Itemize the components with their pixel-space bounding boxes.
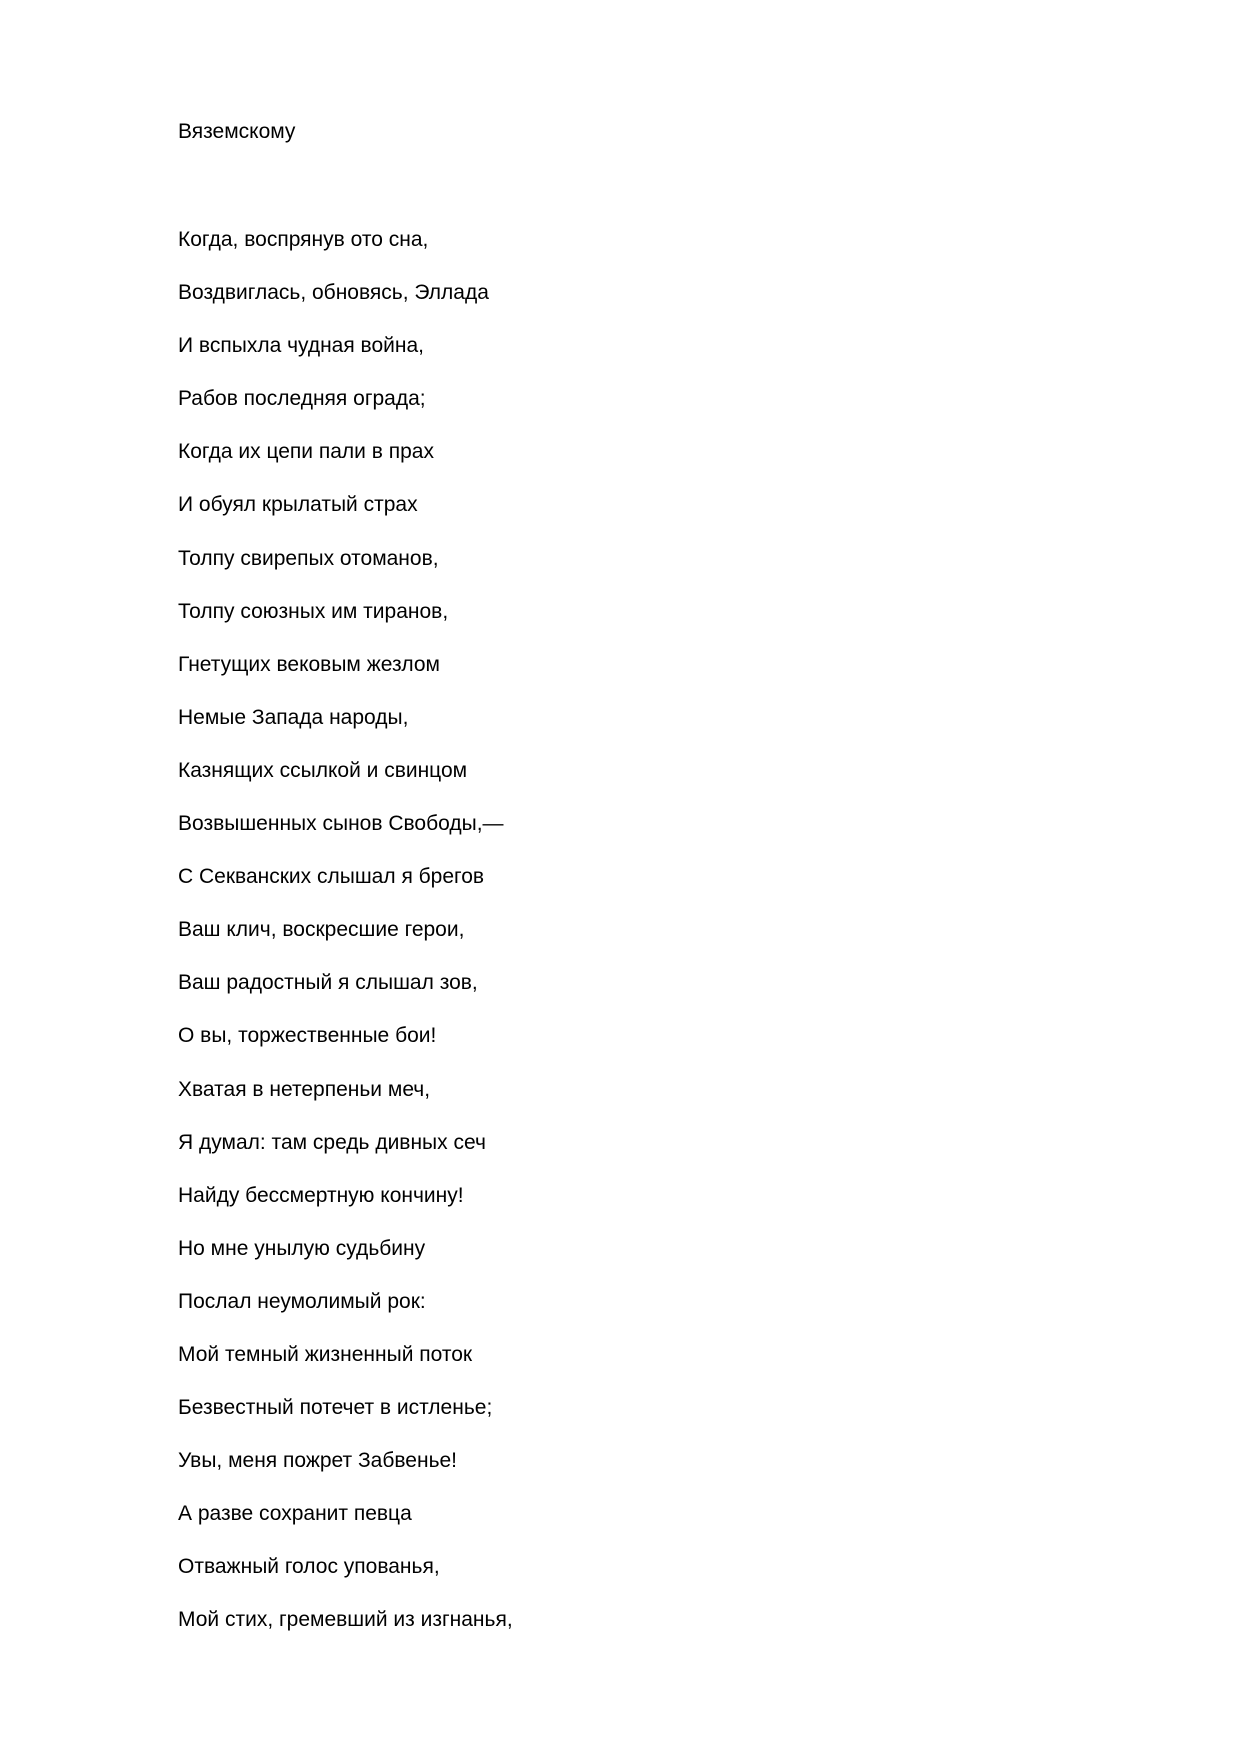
poem-line: А разве сохранит певца [178, 1502, 412, 1526]
poem-line: И обуял крылатый страх [178, 493, 418, 517]
poem-line: Мой темный жизненный поток [178, 1342, 473, 1366]
poem-line: Рабов последняя ограда; [178, 387, 426, 411]
poem-line: Когда, воспрянув ото сна, [178, 228, 429, 251]
poem-line: Безвестный потечет в истленье; [178, 1396, 493, 1420]
poem-line: Найду бессмертную кончину! [178, 1183, 464, 1207]
poem-line: Когда их цепи пали в прах [178, 440, 434, 464]
poem-body [178, 226, 513, 1660]
poem-line: Толпу союзных им тиранов, [178, 599, 449, 623]
poem-line: Толпу свирепых отоманов, [178, 546, 439, 570]
poem-line: Увы, меня пожрет Забвенье! [178, 1449, 458, 1473]
poem-line: Но мне унылую судьбину [178, 1236, 426, 1260]
poem-line: Немые Запада народы, [178, 705, 409, 729]
poem-line: С Секванских слышал я брегов [178, 865, 485, 889]
poem-line: О вы, торжественные бои! [178, 1024, 437, 1048]
poem-line: Хватая в нетерпеньи меч, [178, 1077, 431, 1101]
poem-line: Казнящих ссылкой и свинцом [178, 758, 468, 782]
poem-line: Мой стих, гремевший из изгнанья, [178, 1608, 513, 1632]
poem-line: Я думал: там средь дивных сеч [178, 1130, 486, 1154]
poem-line: Возвышенных сынов Свободы,— [178, 812, 504, 836]
poem-line: Послал неумолимый рок: [178, 1289, 426, 1313]
poem-line: Ваш клич, воскресшие герои, [178, 918, 465, 942]
poem-line: Ваш радостный я слышал зов, [178, 971, 478, 995]
poem-title: Вяземскому [178, 120, 296, 143]
poem-line: Воздвиглась, обновясь, Эллада [178, 281, 489, 305]
poem-line: Отважный голос упованья, [178, 1555, 440, 1579]
poem-line: Гнетущих вековым жезлом [178, 652, 440, 676]
poem-line: И вспыхла чудная война, [178, 334, 425, 358]
